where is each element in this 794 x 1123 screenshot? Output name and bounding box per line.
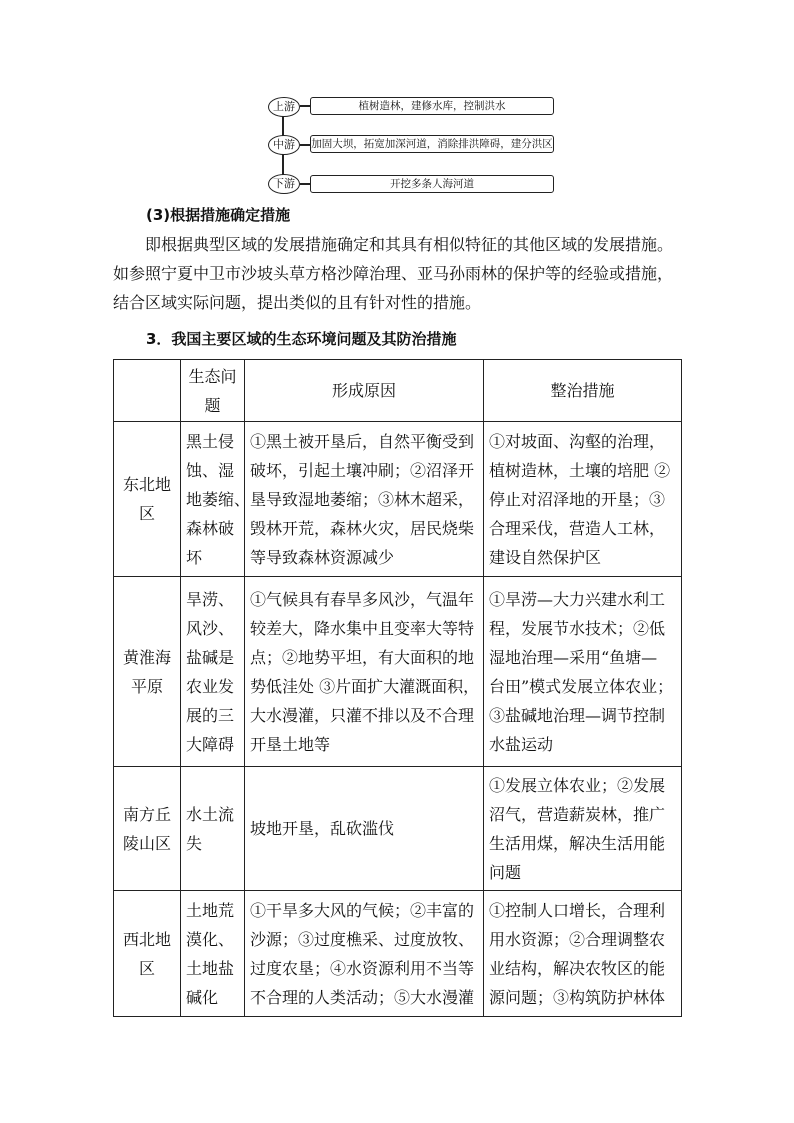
measure-cell: ①控制人口增长，合理利 用水资源；②合理调整农 业结构，解决农牧区的能 源问题；③构筑防护林体 xyxy=(484,891,682,1017)
table-row xyxy=(114,891,682,1017)
header-problem: 生态问 题 xyxy=(181,360,245,422)
problem-cell: 土地荒 漠化、 土地盐 碱化 xyxy=(181,891,245,1017)
region-cell: 黄淮海 平原 xyxy=(114,577,181,767)
problem-cell: 水土流 失 xyxy=(181,767,245,891)
box-upstream-measures: 植树造林，建修水库，控制洪水 xyxy=(310,97,554,115)
header-region xyxy=(114,360,181,422)
connector-upstream xyxy=(300,105,310,107)
cause-cell: 坡地开垦，乱砍滥伐 xyxy=(245,767,484,891)
table-row xyxy=(114,577,682,767)
node-upstream: 上游 xyxy=(268,97,300,117)
box-downstream-measures: 开挖多条人海河道 xyxy=(310,175,554,193)
cause-cell: ①干旱多大风的气候；②丰富的 沙源；③过度樵采、过度放牧、 过度农垦；④水资源利用不当等 不合理的人类活动；⑤大水漫灌 xyxy=(245,891,484,1017)
ecological-problems-table xyxy=(113,359,682,1017)
region-cell: 南方丘 陵山区 xyxy=(114,767,181,891)
paragraph-line: 如参照宁夏中卫市沙坡头草方格沙障治理、亚马孙雨林的保护等的经验或措施， xyxy=(113,264,674,283)
paragraph-line: 结合区域实际问题，提出类似的且有针对性的措施。 xyxy=(113,293,482,312)
table-header-row xyxy=(114,360,682,422)
problem-cell: 黑土侵 蚀、湿 地萎缩、 森林破 坏 xyxy=(181,422,245,577)
node-midstream: 中游 xyxy=(268,135,300,155)
connector-midstream xyxy=(300,144,310,146)
box-midstream-measures: 加固大坝，拓宽加深河道，消除排洪障碍，建分洪区 xyxy=(310,135,554,153)
cause-cell: ①黑土被开垦后，自然平衡受到 破坏，引起土壤冲刷；②沼泽开 垦导致湿地萎缩；③林木超采， 毁林开荒，森林火灾，居民烧柴 等导致森林资源减少 xyxy=(245,422,484,577)
paragraph-line: 即根据典型区域的发展措施确定和其具有相似特征的其他区域的发展措施。 xyxy=(113,235,674,254)
measure-cell: ①旱涝—大力兴建水利工 程，发展节水技术；②低 湿地治理—采用“鱼塘— 台田”模式发展立体农业； ③盐碱地治理—调节控制 水盐运动 xyxy=(484,577,682,767)
header-measure: 整治措施 xyxy=(484,360,682,422)
table-row xyxy=(114,422,682,577)
region-cell: 东北地 区 xyxy=(114,422,181,577)
measure-cell: ①对坡面、沟壑的治理， 植树造林，土壤的培肥 ② 停止对沼泽地的开垦；③ 合理采伐，营造人工林， 建设自然保护区 xyxy=(484,422,682,577)
section-heading: (3)根据措施确定措施 xyxy=(146,206,291,224)
problem-cell: 旱涝、 风沙、 盐碱是 农业发 展的三 大障碍 xyxy=(181,577,245,767)
header-cause: 形成原因 xyxy=(245,360,484,422)
connector-downstream xyxy=(300,183,310,185)
node-downstream: 下游 xyxy=(268,174,300,194)
section-3-title: 3．我国主要区域的生态环境问题及其防治措施 xyxy=(146,330,457,348)
measure-cell: ①发展立体农业；②发展 沼气，营造薪炭林，推广 生活用煤，解决生活用能 问题 xyxy=(484,767,682,891)
river-management-diagram xyxy=(262,92,558,196)
table-row xyxy=(114,767,682,891)
region-cell: 西北地 区 xyxy=(114,891,181,1017)
cause-cell: ①气候具有春旱多风沙，气温年 较差大，降水集中且变率大等特 点；②地势平坦，有大面积的地 势低洼处 ③片面扩大灌溉面积， 大水漫灌，只灌不排以及不合理 开垦土地等 xyxy=(245,577,484,767)
body-paragraph xyxy=(113,230,683,317)
